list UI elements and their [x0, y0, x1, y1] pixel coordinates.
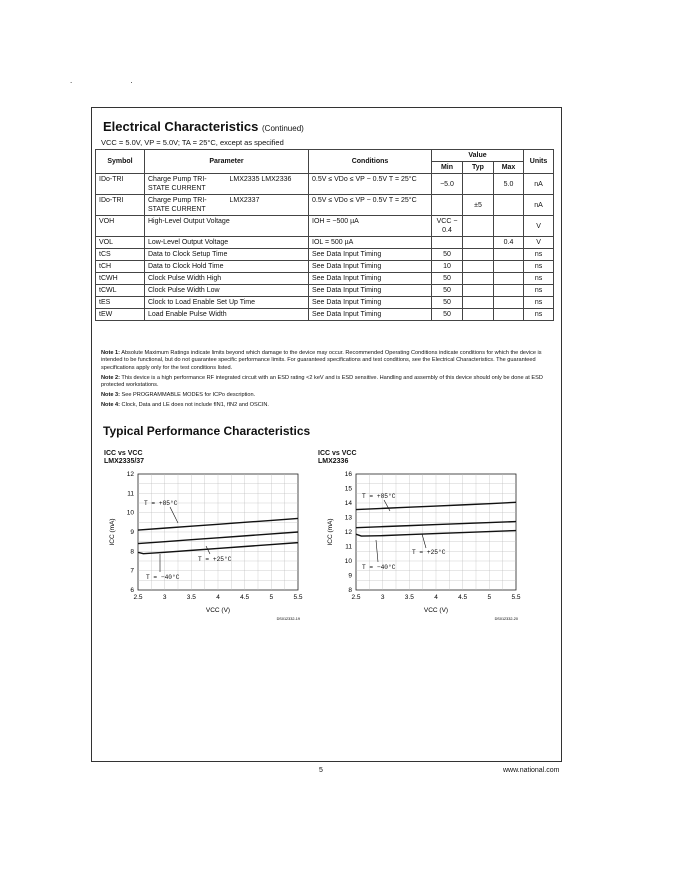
- x-tick-label: 5: [487, 594, 492, 601]
- cell-conditions: 0.5V ≤ VDo ≤ VP − 0.5V T = 25°C: [309, 174, 432, 195]
- note-text: Clock, Data and LE does not include fIN1, fIN2 and OSCIN.: [121, 401, 269, 408]
- cell-param_a: Charge Pump TRI-STATE CURRENT: [145, 174, 227, 195]
- header-units: Units: [524, 150, 554, 174]
- cell-param_a: High-Level Output Voltage: [145, 216, 309, 237]
- table-row: [96, 216, 554, 237]
- cell-typ: [463, 297, 494, 309]
- series-label: T = +25°C: [412, 549, 446, 556]
- cell-max: [494, 261, 524, 273]
- cell-conditions: See Data Input Timing: [309, 273, 432, 285]
- table-row: [96, 195, 554, 216]
- series-label: T = −40°C: [362, 564, 396, 571]
- series-label: T = +85°C: [144, 500, 178, 507]
- y-tick-label: 12: [126, 471, 134, 478]
- figure-id: DS012332-19: [276, 617, 300, 621]
- cell-units: ns: [524, 309, 554, 321]
- cell-min: 50: [432, 285, 463, 297]
- chart1-subtitle: LMX2335/37: [104, 458, 145, 465]
- y-tick-label: 16: [344, 471, 352, 478]
- cell-units: V: [524, 216, 554, 237]
- x-tick-label: 4.5: [458, 594, 468, 601]
- cell-symbol: tCWL: [96, 285, 145, 297]
- header-max: Max: [494, 162, 524, 174]
- x-tick-label: 5: [269, 594, 274, 601]
- x-axis-label: VCC (V): [205, 607, 231, 614]
- cell-max: [494, 273, 524, 285]
- note-text: See PROGRAMMABLE MODES for ICPo description.: [121, 392, 256, 399]
- cell-max: 0.4: [494, 237, 524, 249]
- figure-id: DS012332-20: [494, 617, 518, 621]
- cell-conditions: See Data Input Timing: [309, 285, 432, 297]
- y-axis-label: ICC (mA): [327, 518, 334, 546]
- cell-conditions: See Data Input Timing: [309, 297, 432, 309]
- cell-param_a: Clock Pulse Width High: [145, 273, 309, 285]
- series-label: T = −40°C: [146, 574, 180, 581]
- cell-symbol: tES: [96, 297, 145, 309]
- table-row: [96, 285, 554, 297]
- chart1-icc-vs-vcc: [100, 468, 310, 628]
- corner-marks: . .: [70, 76, 161, 85]
- y-tick-label: 9: [348, 572, 352, 580]
- cell-units: ns: [524, 249, 554, 261]
- cell-max: [494, 195, 524, 216]
- cell-min: 50: [432, 273, 463, 285]
- x-tick-label: 2.5: [351, 594, 361, 601]
- x-tick-label: 5.5: [511, 594, 521, 601]
- note-text: Absolute Maximum Ratings indicate limits beyond which damage to the device may occur. Recommended Operating Conditions indicate conditions for which the device is intended to be functional, but do not guarantee specific performance limits. For guaranteed specifications and test conditions, see the Electrical Characteristics. The guaranteed specifications apply only for the test conditions listed.: [101, 350, 542, 371]
- cell-symbol: tEW: [96, 309, 145, 321]
- note-text: This device is a high performance RF integrated circuit with an ESD rating <2 keV and is ESD sensitive. Handling and assembly of this device should only be done at ESD protected workstations.: [101, 374, 543, 389]
- cell-max: [494, 297, 524, 309]
- y-tick-label: 8: [348, 587, 352, 594]
- cell-min: 50: [432, 309, 463, 321]
- x-axis-label: VCC (V): [423, 607, 449, 614]
- footer-url: www.national.com: [503, 767, 560, 774]
- y-tick-label: 6: [130, 587, 134, 594]
- cell-min: −5.0: [432, 174, 463, 195]
- cell-symbol: IDo-TRI: [96, 174, 145, 195]
- table-row: [96, 261, 554, 273]
- cell-min: [432, 195, 463, 216]
- cell-typ: [463, 261, 494, 273]
- cell-units: ns: [524, 261, 554, 273]
- note-item: [101, 392, 553, 399]
- table-row: [96, 237, 554, 249]
- header-min: Min: [432, 162, 463, 174]
- x-tick-label: 4: [434, 594, 438, 601]
- y-tick-label: 12: [344, 529, 352, 536]
- cell-conditions: See Data Input Timing: [309, 309, 432, 321]
- cell-typ: [463, 309, 494, 321]
- header-symbol: Symbol: [96, 150, 145, 174]
- cell-units: nA: [524, 195, 554, 216]
- cell-param_a: Clock to Load Enable Set Up Time: [145, 297, 309, 309]
- note-label: Note 4:: [101, 401, 120, 408]
- cell-symbol: VOL: [96, 237, 145, 249]
- x-tick-label: 3.5: [404, 594, 414, 601]
- cell-param_b: LMX2337: [227, 195, 309, 216]
- y-tick-label: 7: [130, 567, 134, 575]
- y-tick-label: 10: [126, 509, 134, 517]
- header-conditions: Conditions: [309, 150, 432, 174]
- table-row: [96, 249, 554, 261]
- y-tick-label: 8: [130, 548, 134, 556]
- chart2-subtitle: LMX2336: [318, 458, 349, 465]
- cell-units: nA: [524, 174, 554, 195]
- header-value: Value: [432, 150, 524, 162]
- cell-typ: [463, 237, 494, 249]
- cell-symbol: tCS: [96, 249, 145, 261]
- cell-symbol: VOH: [96, 216, 145, 237]
- chart1-title: [104, 450, 144, 466]
- notes-block: [101, 350, 553, 412]
- series-label: T = +25°C: [198, 556, 232, 563]
- cell-max: [494, 309, 524, 321]
- cell-param_a: Data to Clock Hold Time: [145, 261, 309, 273]
- note-item: [101, 402, 553, 409]
- chart2-icc-vs-vcc: [318, 468, 528, 628]
- header-typ: Typ: [463, 162, 494, 174]
- cell-units: ns: [524, 297, 554, 309]
- cell-conditions: See Data Input Timing: [309, 261, 432, 273]
- note-item: [101, 350, 553, 372]
- cell-min: 10: [432, 261, 463, 273]
- page-number: 5: [319, 767, 323, 774]
- x-tick-label: 4: [216, 594, 220, 601]
- table-row: [96, 174, 554, 195]
- cell-conditions: IOL = 500 µA: [309, 237, 432, 249]
- cell-typ: [463, 273, 494, 285]
- note-label: Note 1:: [101, 350, 120, 356]
- cell-units: ns: [524, 285, 554, 297]
- note-label: Note 2:: [101, 374, 120, 381]
- y-tick-label: 10: [344, 558, 352, 565]
- series-label: T = +85°C: [362, 493, 396, 500]
- cell-min: 50: [432, 297, 463, 309]
- cell-conditions: 0.5V ≤ VDo ≤ VP − 0.5V T = 25°C: [309, 195, 432, 216]
- y-tick-label: 11: [345, 543, 352, 551]
- cell-typ: [463, 249, 494, 261]
- cell-typ: [463, 216, 494, 237]
- cell-max: [494, 216, 524, 237]
- x-tick-label: 3.5: [186, 594, 196, 601]
- note-label: Note 3:: [101, 392, 120, 399]
- cell-typ: [463, 285, 494, 297]
- cell-param_b: LMX2335 LMX2336: [227, 174, 309, 195]
- cell-symbol: IDo-TRI: [96, 195, 145, 216]
- cell-typ: [463, 174, 494, 195]
- cell-symbol: tCH: [96, 261, 145, 273]
- y-tick-label: 13: [344, 514, 352, 522]
- y-tick-label: 11: [127, 490, 134, 498]
- cell-min: [432, 237, 463, 249]
- cell-min: VCC − 0.4: [432, 216, 463, 237]
- x-tick-label: 4.5: [240, 594, 250, 601]
- cell-param_a: Clock Pulse Width Low: [145, 285, 309, 297]
- cell-max: [494, 285, 524, 297]
- y-axis-label: ICC (mA): [109, 518, 116, 546]
- cell-param_a: Charge Pump TRI-STATE CURRENT: [145, 195, 227, 216]
- cell-min: 50: [432, 249, 463, 261]
- table-row: [96, 273, 554, 285]
- table-row: [96, 297, 554, 309]
- cell-param_a: Load Enable Pulse Width: [145, 309, 309, 321]
- electrical-characteristics-table: [95, 149, 554, 321]
- chart2-title: [318, 450, 357, 466]
- y-tick-label: 14: [344, 500, 352, 507]
- section-title: Electrical Characteristics (Continued): [103, 119, 304, 134]
- cell-units: V: [524, 237, 554, 249]
- x-tick-label: 2.5: [133, 594, 143, 601]
- chart1-title-text: ICC vs VCC: [104, 450, 143, 457]
- header-parameter: Parameter: [145, 150, 309, 174]
- cell-param_a: Data to Clock Setup Time: [145, 249, 309, 261]
- table-row: [96, 309, 554, 321]
- cell-units: ns: [524, 273, 554, 285]
- cell-param_a: Low-Level Output Voltage: [145, 237, 309, 249]
- cell-conditions: IOH = −500 µA: [309, 216, 432, 237]
- conditions-line: VCC = 5.0V, VP = 5.0V; TA = 25°C, except as specified: [101, 138, 284, 147]
- cell-conditions: See Data Input Timing: [309, 249, 432, 261]
- y-tick-label: 9: [130, 529, 134, 536]
- chart2-title-text: ICC vs VCC: [318, 450, 357, 457]
- y-tick-label: 15: [344, 485, 352, 493]
- x-tick-label: 3: [380, 594, 385, 601]
- cell-max: [494, 249, 524, 261]
- tpc-title: Typical Performance Characteristics: [103, 424, 311, 438]
- note-item: [101, 375, 553, 390]
- x-tick-label: 5.5: [293, 594, 303, 601]
- cell-symbol: tCWH: [96, 273, 145, 285]
- cell-typ: ±5: [463, 195, 494, 216]
- cell-max: 5.0: [494, 174, 524, 195]
- x-tick-label: 3: [162, 594, 167, 601]
